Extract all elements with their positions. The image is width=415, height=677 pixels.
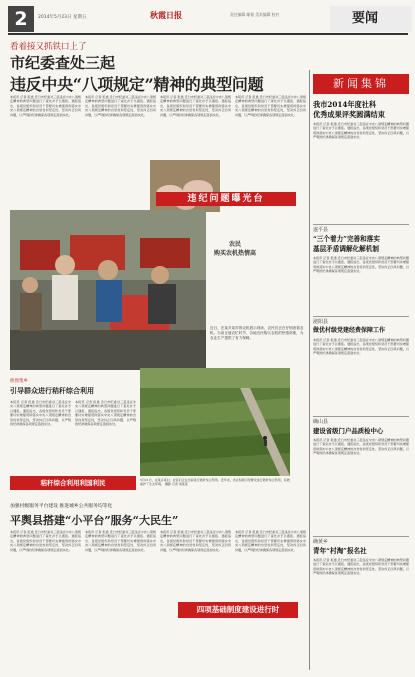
news-item-body: 本报讯 记者 报道 近日市纪委对三起违反中央八项规定精神的典型问题进行了查处并予以通报。通报指出，各级党组织和党员干部要切实增强贯彻落实中央八项规定精神的自觉性和坚定性，坚决纠正四风问题，以严明的纪律确保各项规定落到实处。 xyxy=(313,122,409,140)
news-collection-header: 新闻集锦 xyxy=(313,74,409,94)
bottom-body xyxy=(10,530,306,670)
lead-kicker: 看着接又抓铁口上了 xyxy=(10,42,87,52)
news-item-title: 做优村级党建经费保障工作 xyxy=(313,327,386,334)
masthead-info: 责任编辑 邮箱 美术编辑 校对 xyxy=(230,12,280,17)
lead-col: 本报讯 记者 报道 近日市纪委对三起违反中央八项规定精神的典型问题进行了查处并予以通报。通报指出，各级党组织和党员干部要切实增强贯彻落实中央八项规定精神的自觉性和坚定性，坚决纠正四风问题，以严明的纪律确保各项规定落到实处。 xyxy=(85,95,156,117)
news-item-5 xyxy=(313,539,409,658)
divider xyxy=(313,416,409,417)
mid-body xyxy=(10,400,136,468)
news-item-4 xyxy=(313,419,409,538)
farm-caption: 近日，在某乡某村的农机展示现场，农民们正在仔细查看农机。当前正值农忙时节，各地农民购买农机的热情高涨，为农业生产提供了有力保障。 xyxy=(210,326,304,340)
divider xyxy=(313,536,409,537)
mid-kicker: 桥图集乡 xyxy=(10,379,28,384)
top-rule xyxy=(8,33,408,35)
divider xyxy=(313,316,409,317)
lead-headline-1: 市纪委查处三起 xyxy=(10,54,116,72)
news-item-title: 基层矛盾调解化解机制 xyxy=(313,245,379,253)
news-item-title: 建设省级门户品质检中心 xyxy=(313,427,384,435)
news-item-kicker: 确山县 xyxy=(313,419,329,425)
section-title: 要闻 xyxy=(330,6,412,32)
bottom-kicker: 加强村级服务平台建设 推进城乡公共服务均等化 xyxy=(10,504,113,509)
news-item-body: 本报讯 记者 报道 近日市纪委对三起违反中央八项规定精神的典型问题进行了查处并予以通报。通报指出，各级党组织和党员干部要切实增强贯彻落实中央八项规定精神的自觉性和坚定性，坚决纠正四风问题，以严明的纪律确保各项规定落到实处。 xyxy=(313,338,409,356)
date-line: 2014年5月23日 星期五 xyxy=(38,15,87,20)
mid-col: 本报讯 记者 报道 近日市纪委对三起违反中央八项规定精神的典型问题进行了查处并予以通报。通报指出，各级党组织和党员干部要切实增强贯彻落实中央八项规定精神的自觉性和坚定性，坚决纠正四风问题，以严明的纪律确保各项规定落到实处。 xyxy=(10,400,71,427)
bottom-badge: 四项基础制度建设进行时 xyxy=(178,602,298,618)
newspaper-logo: 秋霞日报 xyxy=(150,10,182,20)
news-item-2 xyxy=(313,227,409,322)
farm-caption-big: 农民 购买农机热情高 xyxy=(213,241,256,257)
page-number: 2 xyxy=(8,6,34,32)
news-item-3 xyxy=(313,319,409,414)
news-item-title: “三个着力”完善和落实 xyxy=(313,235,380,243)
news-item-title: 青年“村淘”报名社 xyxy=(313,547,367,555)
news-item-body: 本报讯 记者 报道 近日市纪委对三起违反中央八项规定精神的典型问题进行了查处并予以通报。通报指出，各级党组织和党员干部要切实增强贯彻落实中央八项规定精神的自觉性和坚定性，坚决纠正四风问题，以严明的纪律确保各项规定落到实处。 xyxy=(313,438,409,456)
bottom-col: 本报讯 记者 报道 近日市纪委对三起违反中央八项规定精神的典型问题进行了查处并予以通报。通报指出，各级党组织和党员干部要切实增强贯彻落实中央八项规定精神的自觉性和坚定性，坚决纠正四风问题，以严明的纪律确保各项规定落到实处。 xyxy=(160,530,231,552)
news-item-kicker: 确黄乡 xyxy=(313,539,329,545)
divider xyxy=(313,224,409,225)
straw-badge: 秸秆综合利用利国利民 xyxy=(10,476,136,490)
bottom-col: 本报讯 记者 报道 近日市纪委对三起违反中央八项规定精神的典型问题进行了查处并予以通报。通报指出，各级党组织和党员干部要切实增强贯彻落实中央八项规定精神的自觉性和坚定性，坚决纠正四风问题，以严明的纪律确保各项规定落到实处。 xyxy=(10,530,81,552)
news-item-kicker: 泌阳县 xyxy=(313,319,329,325)
field-photo xyxy=(140,368,290,476)
violation-badge: 违纪问题曝光台 xyxy=(156,192,296,206)
field-caption: 5月21日，在某乡某村，农民们正在田间进行秸秆综合利用。近年来，该乡积极引导群众进行秸秆综合利用，有效保护了生态环境。 摄影 记者 刘某某 xyxy=(140,478,290,486)
column-rule xyxy=(309,70,310,670)
news-item-body: 本报讯 记者 报道 近日市纪委对三起违反中央八项规定精神的典型问题进行了查处并予以通报。通报指出，各级党组织和党员干部要切实增强贯彻落实中央八项规定精神的自觉性和坚定性，坚决纠正四风问题，以严明的纪律确保各项规定落到实处。 xyxy=(313,558,409,576)
mid-col: 本报讯 记者 报道 近日市纪委对三起违反中央八项规定精神的典型问题进行了查处并予以通报。通报指出，各级党组织和党员干部要切实增强贯彻落实中央八项规定精神的自觉性和坚定性，坚决纠正四风问题，以严明的纪律确保各项规定落到实处。 xyxy=(75,400,136,427)
news-item-1 xyxy=(313,100,409,212)
lead-col: 本报讯 记者 报道 近日市纪委对三起违反中央八项规定精神的典型问题进行了查处并予以通报。通报指出，各级党组织和党员干部要切实增强贯彻落实中央八项规定精神的自觉性和坚定性，坚决纠正四风问题，以严明的纪律确保各项规定落到实处。 xyxy=(160,95,231,117)
lead-col: 本报讯 记者 报道 近日市纪委对三起违反中央八项规定精神的典型问题进行了查处并予以通报。通报指出，各级党组织和党员干部要切实增强贯彻落实中央八项规定精神的自觉性和坚定性，坚决纠正四风问题，以严明的纪律确保各项规定落到实处。 xyxy=(235,95,306,117)
news-item-body: 本报讯 记者 报道 近日市纪委对三起违反中央八项规定精神的典型问题进行了查处并予以通报。通报指出，各级党组织和党员干部要切实增强贯彻落实中央八项规定精神的自觉性和坚定性，坚决纠正四风问题，以严明的纪律确保各项规定落到实处。 xyxy=(313,256,409,274)
bottom-headline: 平舆县搭建“小平台”服务“大民生” xyxy=(10,514,179,527)
bottom-col: 本报讯 记者 报道 近日市纪委对三起违反中央八项规定精神的典型问题进行了查处并予以通报。通报指出，各级党组织和党员干部要切实增强贯彻落实中央八项规定精神的自觉性和坚定性，坚决纠正四风问题，以严明的纪律确保各项规定落到实处。 xyxy=(235,530,306,552)
news-item-title: 优秀成果评奖圆满结束 xyxy=(313,110,385,119)
farm-photo xyxy=(10,210,206,370)
mid-title: 引导群众进行秸秆综合利用 xyxy=(10,386,94,395)
lead-headline-2: 违反中央“八项规定”精神的典型问题 xyxy=(10,75,264,94)
lead-col: 本报讯 记者 报道 近日市纪委对三起违反中央八项规定精神的典型问题进行了查处并予以通报。通报指出，各级党组织和党员干部要切实增强贯彻落实中央八项规定精神的自觉性和坚定性，坚决纠正四风问题，以严明的纪律确保各项规定落到实处。 xyxy=(10,95,81,117)
news-item-kicker: 遂平县 xyxy=(313,227,329,233)
bottom-col: 本报讯 记者 报道 近日市纪委对三起违反中央八项规定精神的典型问题进行了查处并予以通报。通报指出，各级党组织和党员干部要切实增强贯彻落实中央八项规定精神的自觉性和坚定性，坚决纠正四风问题，以严明的纪律确保各项规定落到实处。 xyxy=(85,530,156,552)
news-item-title: 我市2014年度社科 xyxy=(313,100,377,109)
